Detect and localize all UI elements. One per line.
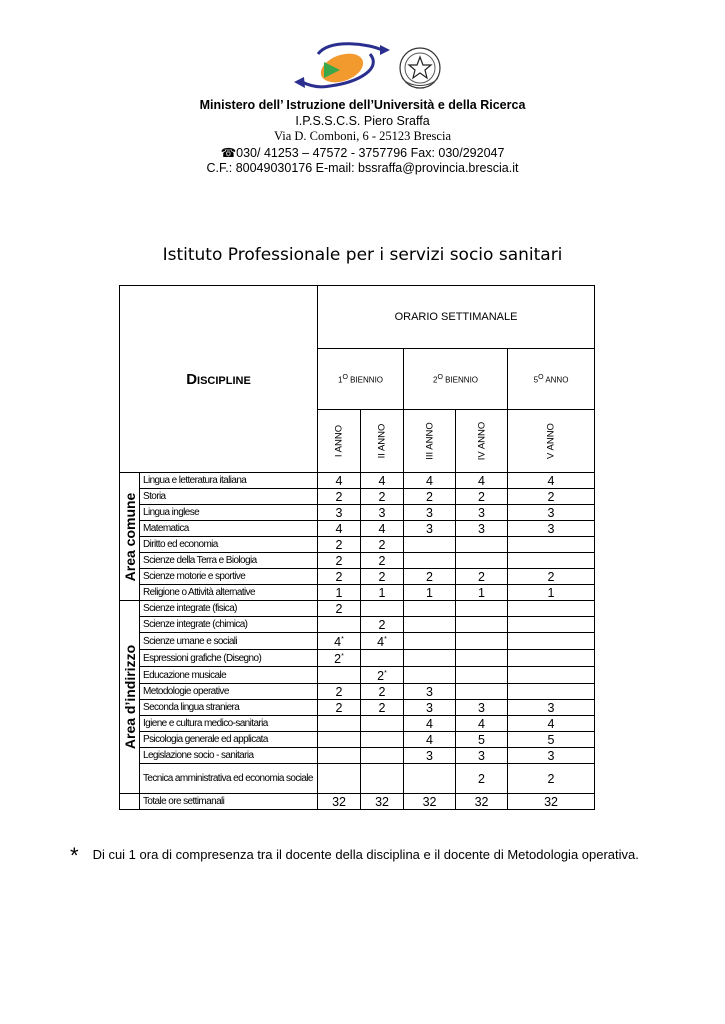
hours-value: 4 [478,473,485,488]
hours-value: 2 [378,537,386,552]
hours-cell [456,650,508,667]
table-row [120,585,595,601]
hours-value: 2 [478,489,485,504]
table-row [120,505,595,521]
footnote-asterisk: * [70,843,79,868]
subject-name: Matematica [140,521,318,537]
hours-cell [318,732,361,748]
subject-name: Scienze motorie e sportive [140,569,318,585]
total-row [120,794,595,810]
hours-value: 2 [378,700,386,715]
subject-name: Legislazione socio - sanitaria [140,748,318,764]
hours-cell [404,748,456,764]
hours-cell [508,700,595,716]
table-row [120,700,595,716]
group-number: 2 [432,375,438,385]
hours-cell [404,585,456,601]
hours-value: 4 [378,521,386,536]
discipline-header [120,286,318,473]
hours-value: 2 [426,489,433,504]
hours-cell [361,521,404,537]
hours-cell [456,732,508,748]
hours-cell [318,553,361,569]
school-address: Via D. Comboni, 6 - 25123 Brescia [273,129,451,143]
table-row [120,633,595,650]
hours-value: 5 [547,732,555,747]
table-row [120,617,595,633]
hours-cell [318,537,361,553]
hours-value: 1 [335,585,343,600]
hours-cell [318,633,361,650]
hours-value: 3 [547,521,555,536]
hours-value: 4 [478,716,485,731]
table-row [120,473,595,489]
hours-value: 1 [426,585,433,600]
area-header [120,601,140,794]
ordinal-mark: O [538,373,544,381]
hours-value: 5 [478,732,485,747]
hours-cell [456,633,508,650]
hours-cell [456,585,508,601]
hours-value: 2 [377,669,385,684]
header-row-orario [120,286,595,349]
subject-name: Scienze umane e sociali [140,633,318,650]
hours-value: 4 [377,635,385,650]
hours-cell [361,473,404,489]
hours-cell [508,553,595,569]
hours-value: 3 [547,700,555,715]
hours-cell [456,537,508,553]
hours-value: 3 [478,700,485,715]
group-label: BIENNIO [445,375,479,385]
hours-value: 32 [544,794,558,809]
hours-cell [456,489,508,505]
hours-cell [361,585,404,601]
hours-cell [404,764,456,794]
hours-value: 32 [474,794,489,809]
fiscal-email-line: C.F.: 80049030176 E-mail: bssraffa@provincia.brescia.it [206,161,519,175]
hours-value: 32 [375,794,389,809]
hours-cell [404,505,456,521]
hours-cell [508,650,595,667]
hours-cell [361,667,404,684]
table-row [120,569,595,585]
hours-cell [404,601,456,617]
hours-value: 4 [547,716,555,731]
hours-value: 2 [547,771,555,786]
hours-value: 3 [547,748,555,763]
hours-cell [456,569,508,585]
hours-cell [318,585,361,601]
hours-cell [456,473,508,489]
subject-name: Scienze integrate (fisica) [140,601,318,617]
hours-cell [318,764,361,794]
hours-cell [318,748,361,764]
ordinal-mark: O [437,373,443,381]
school-logo [290,40,450,96]
table-row [120,684,595,700]
hours-cell [318,473,361,489]
year-header [361,410,404,473]
year-label: III ANNO [424,422,436,460]
discipline-header-rest: ISCIPLINE [197,374,251,387]
hours-cell [404,633,456,650]
subject-name: Lingua inglese [140,505,318,521]
hours-cell [361,505,404,521]
phone-numbers: 030/ 41253 – 47572 - 3757796 Fax: 030/292047 [236,146,505,160]
subject-name: Storia [140,489,318,505]
hours-cell [404,732,456,748]
hours-value: 3 [378,505,386,520]
hours-value: 2 [335,553,343,568]
page-title: Istituto Professionale per i servizi socio sanitari [162,245,563,265]
hours-value: 3 [478,748,485,763]
hours-cell [404,489,456,505]
table-row [120,764,595,794]
hours-value: 4 [335,521,343,536]
hours-value: 4 [378,473,386,488]
hours-cell [404,716,456,732]
hours-cell [318,684,361,700]
hours-cell [361,684,404,700]
subject-name: Educazione musicale [140,667,318,684]
hours-cell [508,716,595,732]
hours-cell [508,633,595,650]
ordinal-mark: O [342,373,348,381]
group-number: 5 [533,375,539,385]
hours-value: 4 [335,473,343,488]
hours-cell [456,601,508,617]
hours-cell [318,700,361,716]
hours-value: 2 [547,489,555,504]
hours-value: 1 [378,585,386,600]
hours-cell [456,505,508,521]
hours-value: 3 [478,505,485,520]
hours-cell [508,601,595,617]
orario-settimanale-header: ORARIO SETTIMANALE [318,286,595,349]
subject-name: Seconda lingua straniera [140,700,318,716]
hours-value: 4 [426,716,433,731]
year-header [404,410,456,473]
hours-value: 3 [426,505,433,520]
hours-cell [508,505,595,521]
subject-name: Espressioni grafiche (Disegno) [140,650,318,667]
year-header [456,410,508,473]
subject-name: Scienze della Terra e Biologia [140,553,318,569]
hours-cell [508,732,595,748]
compresenza-mark: * [384,670,387,678]
total-label: Totale ore settimanali [140,794,318,810]
hours-value: 3 [426,521,433,536]
table-row [120,601,595,617]
hours-cell [508,617,595,633]
ministry-name: Ministero dell’ Istruzione dell’Università e della Ricerca [199,98,526,112]
phone-icon: ☎ [220,146,237,160]
hours-cell [404,617,456,633]
table-row [120,650,595,667]
hours-cell [404,667,456,684]
hours-cell [456,716,508,732]
hours-cell [404,794,456,810]
hours-cell [361,633,404,650]
hours-value: 2 [547,569,555,584]
hours-cell [456,617,508,633]
subject-name: Religione o Attività alternative [140,585,318,601]
hours-value: 2 [335,537,343,552]
hours-cell [361,700,404,716]
hours-cell [456,667,508,684]
hours-cell [456,521,508,537]
discipline-header-initial: D [186,370,198,388]
hours-value: 2 [335,601,343,616]
hours-value: 2 [335,684,343,699]
hours-cell [508,473,595,489]
hours-cell [318,489,361,505]
hours-cell [404,537,456,553]
table-row [120,537,595,553]
hours-cell [361,716,404,732]
hours-cell [318,617,361,633]
hours-value: 3 [478,521,485,536]
hours-cell [318,716,361,732]
table-row [120,716,595,732]
school-name: I.P.S.S.C.S. Piero Sraffa [295,114,430,128]
hours-value: 32 [422,794,437,809]
hours-cell [318,794,361,810]
hours-cell [508,569,595,585]
hours-value: 4 [426,473,433,488]
hours-cell [404,473,456,489]
table-row [120,521,595,537]
hours-cell [508,537,595,553]
year-label: I ANNO [333,424,345,458]
hours-value: 3 [426,684,433,699]
subject-name: Tecnica amministrativa ed economia sociale [140,764,318,794]
hours-cell [404,553,456,569]
hours-cell [508,667,595,684]
hours-value: 2 [335,569,343,584]
hours-value: 32 [332,794,346,809]
hours-value: 2 [378,553,386,568]
hours-cell [318,667,361,684]
hours-cell [318,569,361,585]
hours-cell [361,764,404,794]
hours-cell [456,748,508,764]
total-blank [120,794,140,810]
compresenza-mark: * [341,653,344,661]
group-header [508,349,595,410]
hours-value: 4 [547,473,555,488]
hours-cell [361,569,404,585]
area-label: Area comune [121,492,138,581]
hours-value: 3 [547,505,555,520]
hours-cell [318,650,361,667]
year-label: IV ANNO [476,421,488,461]
phone-line [0,145,725,160]
hours-cell [361,794,404,810]
hours-value: 2 [478,569,485,584]
subject-name: Igiene e cultura medico-sanitaria [140,716,318,732]
hours-cell [361,489,404,505]
year-label: II ANNO [376,423,388,459]
hours-cell [508,684,595,700]
hours-cell [508,748,595,764]
subject-name: Diritto ed economia [140,537,318,553]
hours-value: 3 [335,505,343,520]
hours-cell [508,794,595,810]
hours-value: 2 [334,652,342,667]
hours-cell [318,505,361,521]
table-row [120,489,595,505]
hours-cell [456,553,508,569]
hours-cell [404,521,456,537]
hours-cell [318,601,361,617]
subject-name: Metodologie operative [140,684,318,700]
hours-cell [361,617,404,633]
year-header [508,410,595,473]
hours-cell [404,650,456,667]
hours-value: 2 [378,684,386,699]
hours-cell [508,585,595,601]
footnote-text: Di cui 1 ora di compresenza tra il docente della disciplina e il docente di Metodologia operativa. [92,847,639,862]
hours-value: 2 [426,569,433,584]
hours-cell [404,684,456,700]
hours-cell [404,569,456,585]
hours-value: 4 [334,635,342,650]
subject-name: Lingua e letteratura italiana [140,473,318,489]
table-row [120,748,595,764]
hours-value: 1 [478,585,485,600]
group-label: BIENNIO [350,375,384,385]
hours-cell [508,764,595,794]
hours-value: 4 [426,732,433,747]
compresenza-mark: * [341,636,344,643]
hours-value: 2 [335,700,343,715]
table-row [120,732,595,748]
hours-value: 2 [335,489,343,504]
hours-value: 3 [426,700,433,715]
area-label: Area d’indirizzo [121,645,138,750]
group-label: ANNO [545,375,569,385]
area-header [120,473,140,601]
group-header [404,349,508,410]
timetable [119,285,595,810]
hours-value: 3 [426,748,433,763]
year-header [318,410,361,473]
footnote [70,840,670,867]
hours-value: 2 [378,617,386,632]
hours-cell [361,748,404,764]
hours-cell [456,684,508,700]
hours-cell [508,489,595,505]
group-header [318,349,404,410]
hours-value: 2 [378,569,386,584]
hours-cell [404,700,456,716]
compresenza-mark: * [384,636,387,643]
hours-cell [361,537,404,553]
hours-value: 2 [478,771,485,786]
hours-value: 2 [378,489,386,504]
group-number: 1 [337,375,343,385]
hours-value: 1 [547,585,555,600]
hours-cell [361,553,404,569]
table-row [120,553,595,569]
hours-cell [508,521,595,537]
subject-name: Scienze integrate (chimica) [140,617,318,633]
hours-cell [318,521,361,537]
year-label: V ANNO [545,423,557,459]
hours-cell [456,700,508,716]
hours-cell [361,732,404,748]
hours-cell [456,764,508,794]
hours-cell [456,794,508,810]
table-row [120,667,595,684]
subject-name: Psicologia generale ed applicata [140,732,318,748]
hours-cell [361,650,404,667]
hours-cell [361,601,404,617]
